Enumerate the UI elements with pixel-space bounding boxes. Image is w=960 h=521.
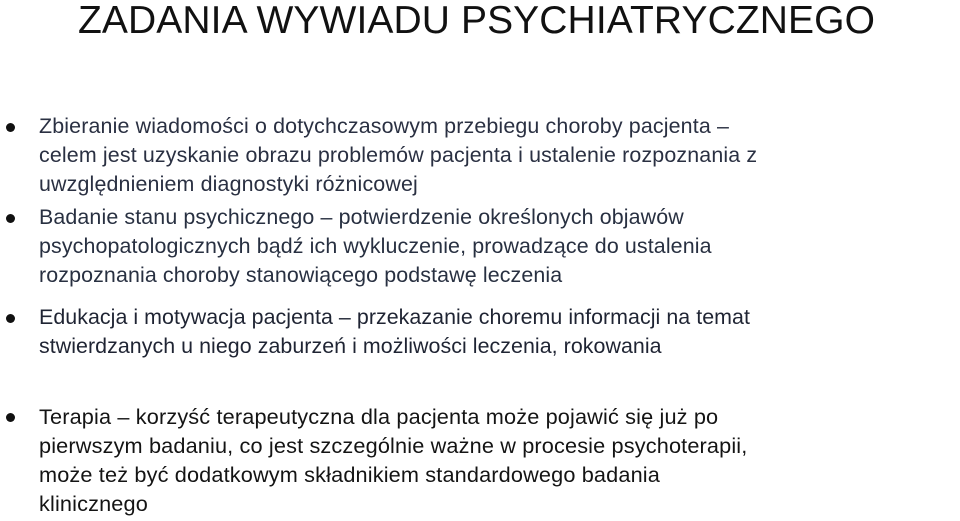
- bullet-text: Terapia – korzyść terapeutyczna dla pacjenta może pojawić się już po pierwszym badaniu, co jest szczególnie ważne w procesie psychoterapii, może też być dodatkowym składnikiem standardowego badania klinicznego: [39, 404, 748, 516]
- bullet-text: Badanie stanu psychicznego – potwierdzenie określonych objawów psychopatologicznych bądź ich wykluczenie, prowadzące do ustalenia rozpoznania choroby stanowiącego podstawę leczenia: [39, 205, 712, 287]
- bullet-dot-icon: [6, 413, 15, 422]
- bullet-dot-icon: [6, 314, 15, 323]
- bullet-dot-icon: [6, 123, 15, 132]
- bullet-text: Zbieranie wiadomości o dotychczasowym przebiegu choroby pacjenta – celem jest uzyskanie obrazu problemów pacjenta i ustalenie rozpoznania z uwzględnieniem diagnostyki różnicowej: [39, 114, 758, 196]
- bullet-dot-icon: [6, 214, 15, 223]
- slide-title: ZADANIA WYWIADU PSYCHIATRYCZNEGO: [78, 0, 876, 42]
- bullet-text: Edukacja i motywacja pacjenta – przekazanie choremu informacji na temat stwierdzanych u niego zaburzeń i możliwości leczenia, rokowania: [39, 305, 750, 358]
